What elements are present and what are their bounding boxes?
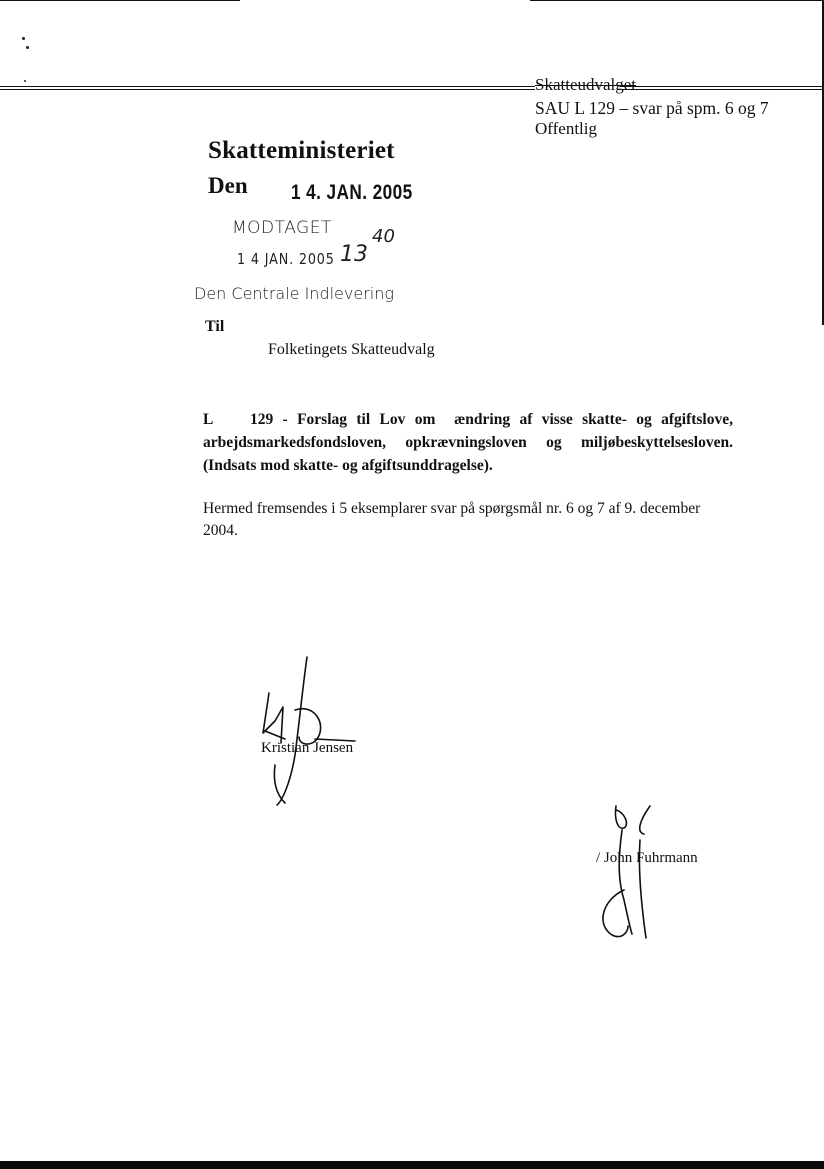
scan-line-header-4 [620, 89, 824, 90]
scan-border-top-right [530, 0, 824, 1]
subject-line-1: L 129 - Forslag til Lov om ændring af visse skatte- og afgiftslove, [203, 411, 733, 428]
scan-border-bottom [0, 1161, 824, 1169]
document-status: Offentlig [535, 119, 598, 138]
date-stamp: 1 4. JAN. 2005 [291, 181, 413, 204]
signature-name-first: Kristian Jensen [261, 740, 354, 756]
signature-name-second: / John Fuhrmann [596, 850, 698, 866]
subject-line-3: (Indsats mod skatte- og afgiftsunddragelse). [203, 457, 493, 474]
received-stamp-department: Den Centrale Indlevering [194, 284, 394, 303]
subject-line-2: arbejdsmarkedsfondsloven, opkrævningsloven og miljøbeskyttelsesloven. [203, 434, 733, 451]
addressee-recipient: Folketingets Skatteudvalg [268, 341, 435, 358]
scan-speck [22, 37, 25, 40]
addressee-label: Til [205, 318, 225, 335]
scan-line-header-2 [0, 89, 535, 90]
body-paragraph: Hermed fremsendes i 5 eksemplarer svar på spørgsmål nr. 6 og 7 af 9. december 2004. [203, 500, 701, 539]
scan-border-top-left [0, 0, 240, 1]
signature-john-fuhrmann [588, 800, 668, 945]
scan-line-header-1 [0, 86, 535, 87]
received-stamp-handwritten-minute: 40 [372, 226, 395, 247]
received-stamp-handwritten-hour: 13 [340, 242, 368, 267]
scan-speck [26, 46, 29, 49]
scan-line-header-3 [620, 86, 824, 87]
document-reference: SAU L 129 – svar på spm. 6 og 7 [535, 98, 769, 118]
committee-name: Skatteudvalget [535, 75, 637, 94]
ministry-title: Skatteministeriet [208, 137, 395, 164]
date-prefix: Den [208, 173, 248, 198]
received-stamp-title: MODTAGET [232, 218, 332, 238]
signature-kristian-jensen [255, 655, 365, 810]
scan-speck [24, 80, 26, 82]
received-stamp-date: 1 4 JAN. 2005 [237, 250, 335, 268]
